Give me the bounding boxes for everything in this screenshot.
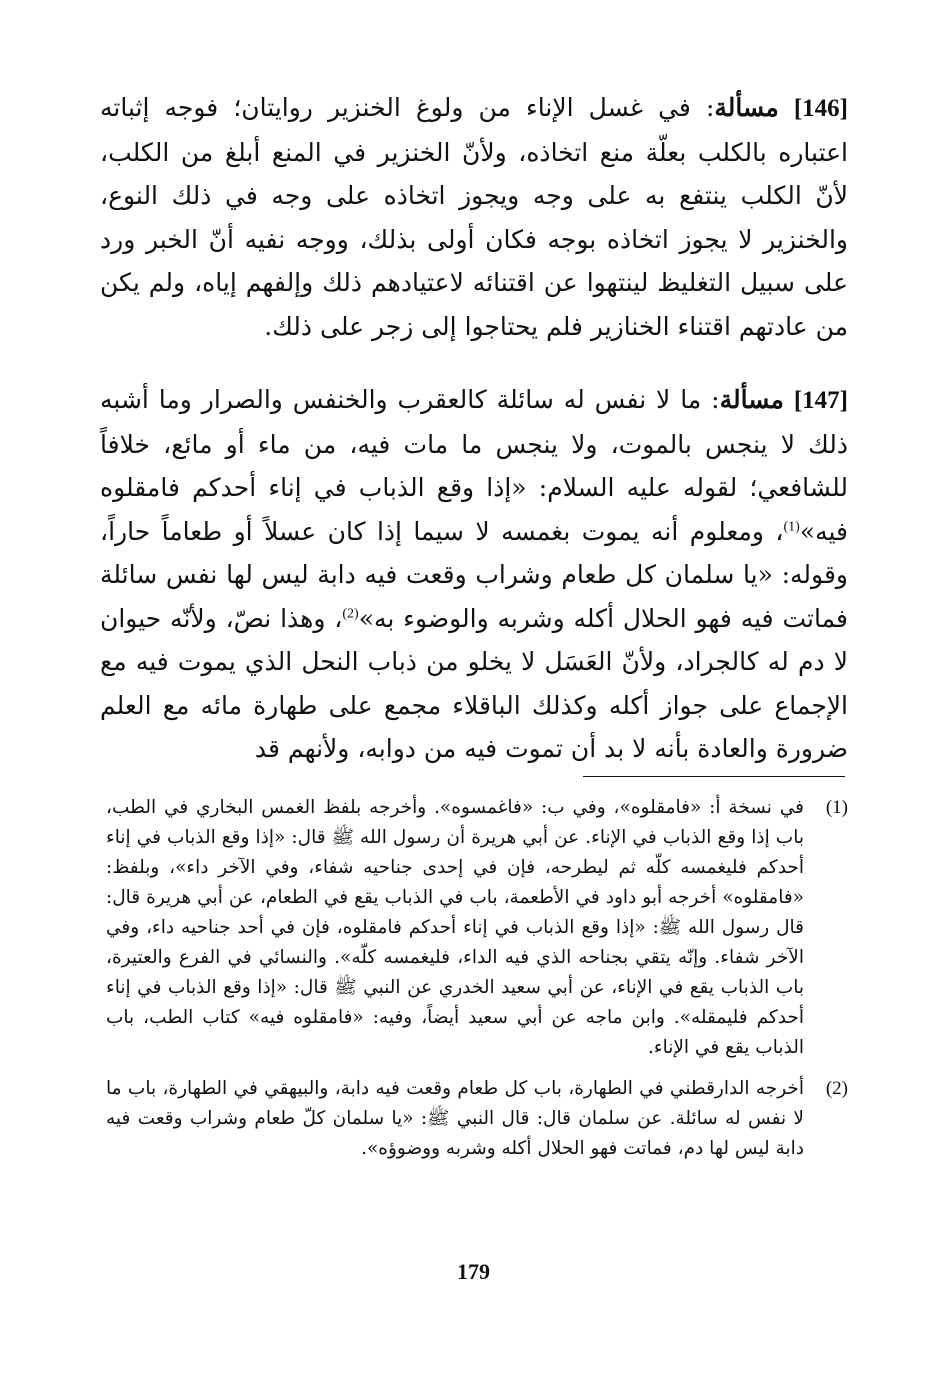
footnote-number: (2) bbox=[825, 1078, 848, 1099]
issue-number: [146] bbox=[793, 95, 848, 122]
issue-heading: مسألة bbox=[714, 93, 779, 122]
footnote-number: (1) bbox=[825, 797, 848, 818]
issue-body-part-3: ، وهذا نصّ، ولأنّه حيوان لا دم له كالجراد، ولأنّ العَسَل لا يخلو من ذباب النحل الذي يموت فيه مع الإجماع على جواز أكله وكذلك الباقلاء مجمع على طهارة مائه مع العلم ضرورة والعادة بأنه لا بد أن تموت فيه من دوابه، ولأنهم قد bbox=[100, 603, 848, 763]
main-text bbox=[100, 86, 848, 771]
footnotes bbox=[106, 793, 848, 1164]
issue-body: : في غسل الإناء من ولوغ الخنزير روايتان؛ فوجه إثباته اعتباره بالكلب بعلّة منع اتخاذه، ولأنّ الخنزير في المنع أبلغ من الكلب، لأنّ الكلب ينتفع به على وجه ويجوز اتخاذه على وجه في ذلك النوع، والخنزير لا يجوز اتخاذه بوجه فكان أولى بذلك، ووجه نفيه أنّ الخبر ورد على سبيل التغليظ لينتهوا عن اقتنائه لاعتيادهم ذلك وإلفهم إياه، ولم يكن من عادتهم اقتناء الخنازير فلم يحتاجوا إلى زجر على ذلك. bbox=[100, 93, 848, 341]
footnote-text: في نسخة أ: «فامقلوه»، وفي ب: «فاغمسوه». وأخرجه بلفظ الغمس البخاري في الطب، باب إذا وقع الذباب في الإناء. عن أبي هريرة أن رسول الله ﷺ قال: «إذا وقع الذباب في إناء أحدكم فليغمسه كلّه ثم ليطرحه، فإن في إحدى جناحيه شفاء، وفي الآخر داء»، وبلفظ: «فامقلوه» أخرجه أبو داود في الأطعمة، باب في الذباب يقع في الطعام، عن أبي هريرة قال: قال رسول الله ﷺ: «إذا وقع الذباب في إناء أحدكم فامقلوه، فإن في أحد جناحيه داء، وفي الآخر شفاء. وإنّه يتقي بجناحه الذي فيه الداء، فليغمسه كلّه». والنسائي في الفرع والعتيرة، باب الذباب يقع في الإناء، عن أبي سعيد الخدري عن النبي ﷺ قال: «إذا وقع الذباب في إناء أحدكم فليمقله». وابن ماجه عن أبي سعيد أيضاً، وفيه: «فامقلوه فيه» كتاب الطب، باب الذباب يقع في الإناء. bbox=[106, 797, 804, 1058]
issue-147-paragraph bbox=[100, 378, 848, 771]
footnote-ref-1: (1) bbox=[783, 519, 800, 535]
issue-146-paragraph bbox=[100, 86, 848, 348]
issue-body-part-1: : ما لا نفس له سائلة كالعقرب والخنفس والصرار وما أشبه ذلك لا ينجس بالموت، ولا ينجس ما مات فيه، من ماء أو مائع، خلافاً للشافعي؛ لقوله عليه السلام: «إذا وقع الذباب في إناء أحدكم فامقلوه فيه» bbox=[100, 385, 848, 546]
footnote-ref-2: (2) bbox=[342, 606, 359, 622]
issue-number: [147] bbox=[793, 387, 848, 414]
footnote-text: أخرجه الدارقطني في الطهارة، باب كل طعام وقعت فيه دابة، والبيهقي في الطهارة، باب ما لا نفس له سائلة. عن سلمان قال: قال النبي ﷺ: «يا سلمان كلّ طعام وشراب وقعت فيه دابة ليس لها دم، فماتت فهو الحلال أكله وشربه ووضوؤه». bbox=[106, 1078, 804, 1159]
issue-body-part-2: ، ومعلوم أنه يموت بغمسه لا سيما إذا كان عسلاً أو طعاماً حاراً، وقوله: «يا سلمان كل طعام وشراب وقعت فيه دابة ليس لها نفس سائلة فماتت فيه فهو الحلال أكله وشربه والوضوء به» bbox=[100, 516, 848, 633]
footnote-1 bbox=[106, 793, 848, 1063]
issue-heading: مسألة bbox=[719, 385, 784, 414]
footnote-2 bbox=[106, 1074, 848, 1164]
page-number: 179 bbox=[457, 1259, 490, 1284]
footnote-divider bbox=[583, 776, 845, 777]
